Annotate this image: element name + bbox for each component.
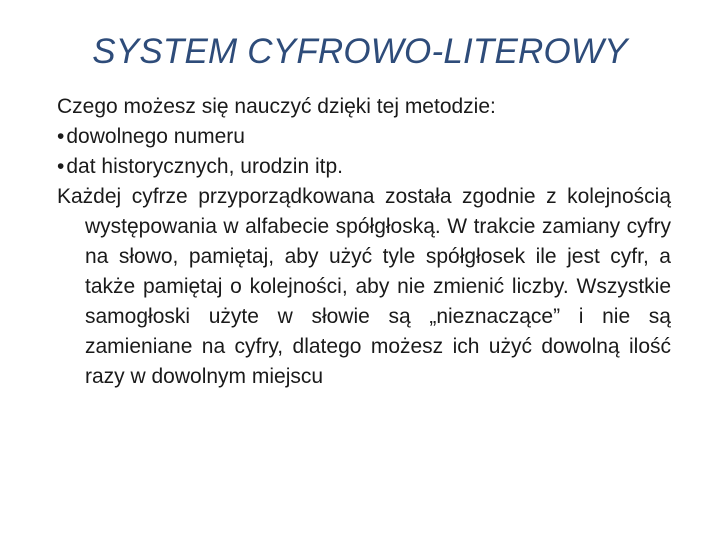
intro-text: Czego możesz się nauczyć dzięki tej metodzie: <box>57 95 496 118</box>
bullet-item: • dowolnego numeru <box>57 122 671 152</box>
bullet-item: • dat historycznych, urodzin itp. <box>57 152 671 182</box>
slide-content <box>57 92 671 392</box>
explanation-paragraph: Każdej cyfrze przyporządkowana została zgodnie z kolejnością występowania w alfabecie spółgłoską. W trakcie zamiany cyfry na słowo, pamiętaj, aby użyć tyle spółgłosek ile jest cyfr, a także pamiętaj o kolejności, aby nie zmienić liczby. Wszystkie samogłoski użyte w słowie są „nieznaczące” i nie są zamieniane na cyfry, dlatego możesz ich użyć dowolną ilość razy w dowolnym miejscu <box>57 185 671 388</box>
slide-title: SYSTEM CYFROWO-LITEROWY <box>92 32 628 71</box>
